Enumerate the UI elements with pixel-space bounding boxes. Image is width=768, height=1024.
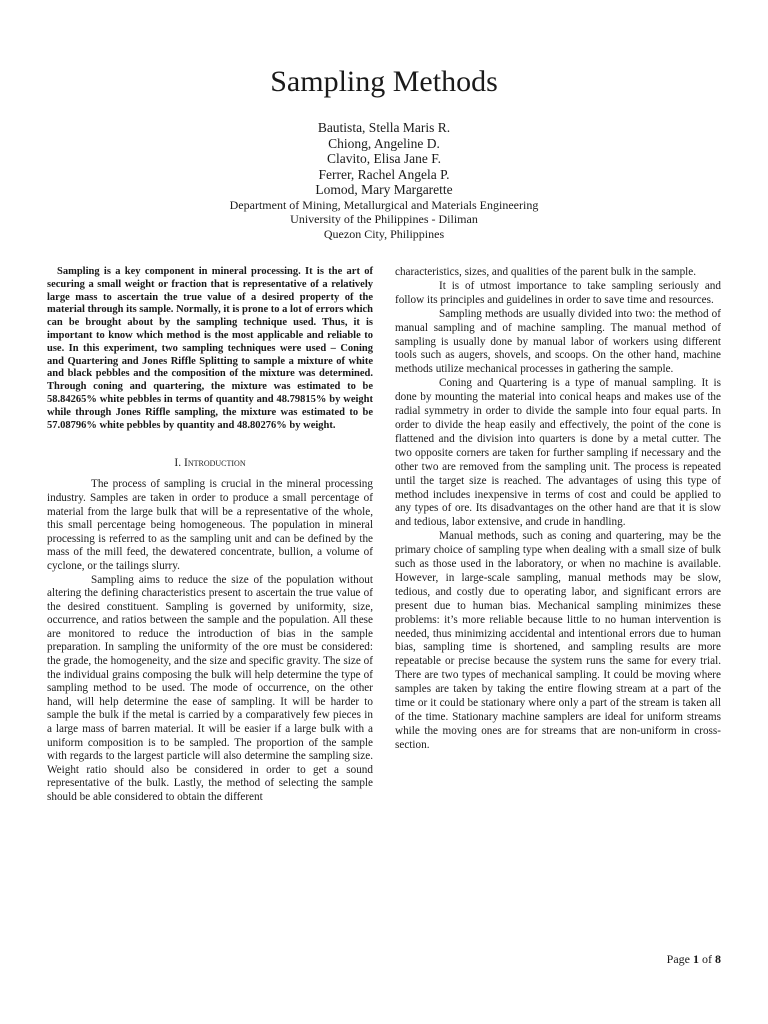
body-paragraph: Coning and Quartering is a type of manual sampling. It is done by mounting the material into conical heaps and makes use of the radial symmetry in order to divide the sample into four equal parts. In order to divide the heap easily and effectively, the point of the cone is flattened and the division into quarters is done by a metal cutter. The two opposite corners are taken for further sampling if necessary and the other two are removed from the sampling unit. The process is repeated until the target size is reached. The advantages of using this type of method includes inexpensive in terms of cost and could be applied to any types of ore. Its disadvantages on the other hand are that it is slow and tedious, labor extensive, and crude in handling. bbox=[395, 377, 721, 529]
affiliation-department: Department of Mining, Metallurgical and Materials Engineering bbox=[229, 197, 539, 212]
author-name: Chiong, Angeline D. bbox=[328, 135, 440, 151]
section-title-rest: ntroduction bbox=[187, 457, 246, 470]
affiliation-location: Quezon City, Philippines bbox=[323, 226, 445, 241]
body-paragraph: It is of utmost importance to take sampling seriously and follow its principles and guidelines in order to save time and resources. bbox=[395, 279, 721, 306]
author-block bbox=[0, 120, 768, 241]
of-word: of bbox=[702, 952, 712, 966]
body-paragraph: Sampling aims to reduce the size of the population without altering the defining characteristics present to ascertain the true value of the desired constituent. Sampling is governed by uniformity, size, occurrence, and ratios between the sample and the population. All these are monitored to reduce the introduction of bias in the sample preparation. In sampling the uniformity of the ore must be considered: the grade, the homogeneity, and the size and specific gravity. The size of the individual grains composing the bulk will help determine the type of sampling method to be used. The mode of occurrence, on the other hand, will help determine the ease of sampling. It will be harder to sample the bulk if the metal is carried by a comparatively few pieces in a large mass of barren material. It will be easier if a large bulk with a uniform composition is to be sampled. The proportion of the sample with regards to the largest particle will also determine the sampling size. Weight ratio should also be considered in order to get a sound representative of the bulk. Lastly, the method of selecting the sample should be able considered to obtain the different bbox=[47, 573, 373, 804]
section-heading-introduction bbox=[47, 456, 373, 470]
affiliation-university: University of the Philippines - Diliman bbox=[290, 212, 478, 226]
body-paragraph: Manual methods, such as coning and quartering, may be the primary choice of sampling type when dealing with a small size of bulk such as those used in the laboratory, or when no machine is available. However, in large-scale sampling, manual methods may be slow, tedious, and costly due to operating labor, and significant errors are present due to human bias. Mechanical sampling minimizes these problems: it’s more reliable because little to no human intervention is needed, thus minimizing accidental and intentional errors due to human bias, sampling time is shortened, and sampling results are more repeatable or precise because the system runs the same for every trial. There are two types of mechanical sampling. It could be moving where samples are taken by taking the entire flowing stream at a part of the time or it could be stationary where only a part of the stream is taken all of the time. Stationary machine samplers are ideal for uniform streams while the moving ones are for streams that are non-uniform in cross-section. bbox=[395, 530, 721, 751]
section-numeral: I. bbox=[174, 457, 182, 470]
page-number: 1 bbox=[693, 952, 699, 966]
page-footer bbox=[667, 952, 721, 966]
author-name: Clavito, Elisa Jane F. bbox=[326, 151, 442, 166]
author-name: Lomod, Mary Margarette bbox=[315, 182, 453, 197]
author-name: Ferrer, Rachel Angela P. bbox=[318, 166, 450, 182]
author-name: Bautista, Stella Maris R. bbox=[317, 120, 451, 135]
right-column bbox=[395, 266, 721, 753]
page-total: 8 bbox=[715, 952, 721, 966]
left-column bbox=[47, 266, 373, 805]
paper-title: Sampling Methods bbox=[270, 65, 498, 98]
body-paragraph: Sampling methods are usually divided into two: the method of manual sampling and of machine sampling. The manual method of sampling is usually done by manual labor of workers using different tools such as augers, shovels, and scoops. On the other hand, machine methods utilize mechanical processes in gathering the sample. bbox=[395, 307, 721, 376]
body-paragraph: The process of sampling is crucial in the mineral processing industry. Samples are taken in order to produce a small percentage of material from the large bulk that will be a representative of the whole, this small percentage being homogeneous. The population in mineral processing is referred to as the sampling unit and can be defined by the mass of the mill feed, the dewatered concentrate, bullion, a volume of cyclone, or the tailings slurry. bbox=[47, 478, 373, 572]
body-paragraph-continued: characteristics, sizes, and qualities of the parent bulk in the sample. bbox=[395, 266, 697, 278]
page-word: Page bbox=[666, 952, 690, 966]
section-first-letter: I bbox=[183, 457, 188, 470]
abstract: Sampling is a key component in mineral processing. It is the art of securing a small weight or fraction that is representative of a relatively large mass to ascertain the true value of a desired property of the material through its sample. Normally, it is prone to a lot of errors which can be brought about by the sampling technique used. Thus, it is important to know which method is the most applicable and reliable to use. In this experiment, two sampling techniques were used – Coning and Quartering and Jones Riffle Splitting to sample a mixture of white and black pebbles and the composition of the mixture was determined. Through coning and quartering, the mixture was estimated to be 58.84265% white pebbles in terms of quantity and 48.79815% by weight while through Jones Riffle sampling, the mixture was estimated to be 57.08796% white pebbles by quantity and 48.80276% by weight. bbox=[47, 266, 373, 431]
